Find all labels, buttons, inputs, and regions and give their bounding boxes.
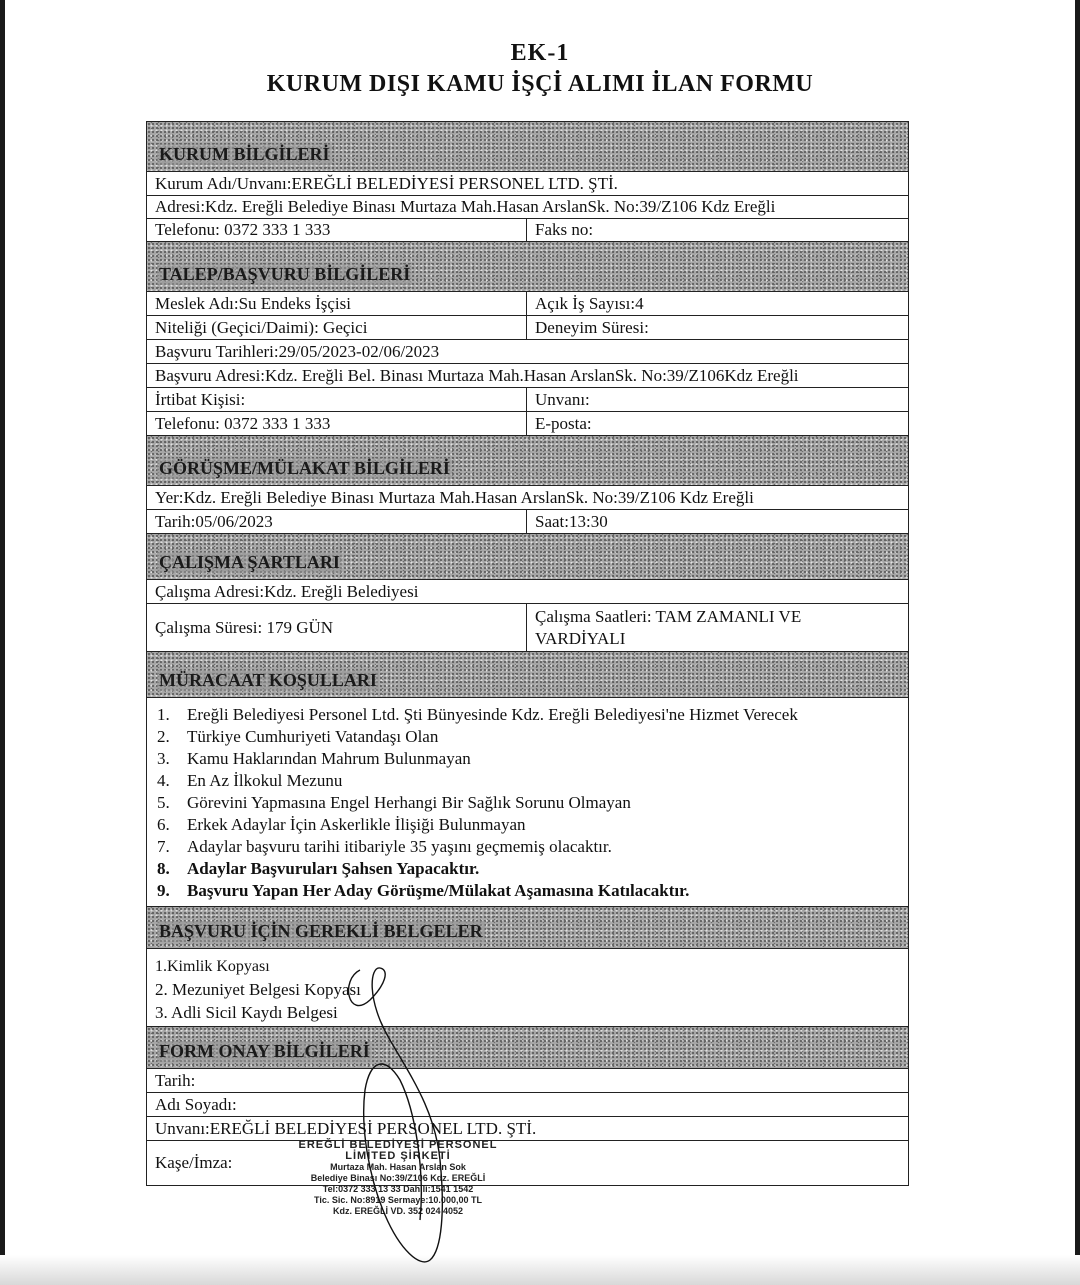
onay-kase-imza: Kaşe/İmza: bbox=[155, 1153, 233, 1172]
kurum-adi: Kurum Adı/Unvanı:EREĞLİ BELEDİYESİ PERSONEL LTD. ŞTİ. bbox=[155, 174, 618, 193]
document-title-block bbox=[0, 38, 1080, 100]
section-header-belgeler bbox=[147, 907, 908, 949]
list-text: Kamu Haklarından Mahrum Bulunmayan bbox=[187, 749, 471, 768]
gorusme-saat: Saat:13:30 bbox=[535, 512, 608, 531]
scan-left-edge bbox=[0, 0, 5, 1285]
list-item bbox=[157, 858, 908, 880]
announcement-form bbox=[146, 121, 909, 1186]
company-stamp bbox=[268, 1140, 528, 1236]
row-basvuru-tarihleri bbox=[147, 340, 908, 364]
list-text: Başvuru Yapan Her Aday Görüşme/Mülakat Aşamasına Katılacaktır. bbox=[187, 881, 690, 900]
gorusme-tarih: Tarih:05/06/2023 bbox=[147, 510, 527, 533]
row-meslek bbox=[147, 292, 908, 316]
section-header-kurum bbox=[147, 122, 908, 172]
row-kurum-telefon bbox=[147, 219, 908, 242]
list-item bbox=[157, 748, 908, 770]
stamp-line: Murtaza Mah. Hasan Arslan Sok bbox=[330, 1162, 466, 1172]
basvuru-adresi: Başvuru Adresi:Kdz. Ereğli Bel. Binası Murtaza Mah.Hasan ArslanSk. No:39/Z106Kdz Ereğli bbox=[155, 366, 799, 385]
muracaat-list bbox=[147, 698, 908, 907]
section-header-muracaat bbox=[147, 652, 908, 698]
basvuru-tarihleri: Başvuru Tarihleri:29/05/2023-02/06/2023 bbox=[155, 342, 440, 361]
list-text: Adaylar başvuru tarihi itibariyle 35 yaşını geçmemiş olacaktır. bbox=[187, 837, 612, 856]
list-text: Adaylar Başvuruları Şahsen Yapacaktır. bbox=[187, 859, 480, 878]
list-item bbox=[157, 770, 908, 792]
onay-tarih: Tarih: bbox=[155, 1071, 196, 1090]
onay-unvani: Unvanı:EREĞLİ BELEDİYESİ PERSONEL LTD. ŞTİ. bbox=[155, 1119, 537, 1138]
section-title: FORM ONAY BİLGİLERİ bbox=[159, 1041, 370, 1061]
onay-adi-soyadi: Adı Soyadı: bbox=[155, 1095, 237, 1114]
list-number: 4. bbox=[157, 771, 170, 790]
stamp-line: Belediye Binası No:39/Z106 Kdz. EREĞLİ bbox=[310, 1173, 486, 1183]
acik-is-sayisi: Açık İş Sayısı:4 bbox=[535, 294, 644, 313]
row-onay-adi-soyadi bbox=[147, 1093, 908, 1117]
row-irtibat bbox=[147, 388, 908, 412]
list-number: 1. bbox=[157, 705, 170, 724]
list-text: Görevini Yapmasına Engel Herhangi Bir Sağlık Sorunu Olmayan bbox=[187, 793, 631, 812]
list-item bbox=[157, 726, 908, 748]
list-item bbox=[157, 792, 908, 814]
section-header-talep bbox=[147, 242, 908, 292]
calisma-adresi: Çalışma Adresi:Kdz. Ereğli Belediyesi bbox=[155, 582, 419, 601]
gorusme-yer: Yer:Kdz. Ereğli Belediye Binası Murtaza Mah.Hasan ArslanSk. No:39/Z106 Kdz Ereğli bbox=[155, 488, 754, 507]
kurum-faks: Faks no: bbox=[535, 220, 594, 239]
list-number: 6. bbox=[157, 815, 170, 834]
row-talep-telefon bbox=[147, 412, 908, 436]
talep-eposta: E-posta: bbox=[535, 414, 592, 433]
section-header-onay bbox=[147, 1027, 908, 1069]
scan-bottom-shade bbox=[0, 1255, 1080, 1285]
document-title: KURUM DIŞI KAMU İŞÇİ ALIMI İLAN FORMU bbox=[266, 71, 814, 97]
section-header-gorusme bbox=[147, 436, 908, 486]
deneyim-suresi: Deneyim Süresi: bbox=[535, 318, 649, 337]
row-onay-tarih bbox=[147, 1069, 908, 1093]
list-number: 9. bbox=[157, 881, 170, 900]
list-number: 5. bbox=[157, 793, 170, 812]
list-item: 2. Mezuniyet Belgesi Kopyası bbox=[155, 980, 361, 999]
stamp-line: EREĞLİ BELEDİYESİ PERSONEL bbox=[298, 1139, 498, 1151]
section-title: TALEP/BAŞVURU BİLGİLERİ bbox=[159, 264, 411, 284]
row-gorusme-tarih bbox=[147, 510, 908, 534]
section-title: BAŞVURU İÇİN GEREKLİ BELGELER bbox=[159, 921, 483, 941]
scan-right-edge bbox=[1075, 0, 1080, 1285]
document-code: EK-1 bbox=[510, 40, 570, 66]
list-item bbox=[157, 814, 908, 836]
list-text: En Az İlkokul Mezunu bbox=[187, 771, 343, 790]
belgeler-list bbox=[147, 949, 908, 1027]
list-number: 2. bbox=[157, 727, 170, 746]
list-number: 3. bbox=[157, 749, 170, 768]
list-text: Türkiye Cumhuriyeti Vatandaşı Olan bbox=[187, 727, 439, 746]
irtibat-kisisi: İrtibat Kişisi: bbox=[147, 388, 527, 411]
kurum-telefon: Telefonu: 0372 333 1 333 bbox=[147, 219, 527, 241]
list-item bbox=[157, 880, 908, 902]
list-item bbox=[157, 704, 908, 726]
talep-telefon: Telefonu: 0372 333 1 333 bbox=[147, 412, 527, 435]
list-text: Ereğli Belediyesi Personel Ltd. Şti Bünyesinde Kdz. Ereğli Belediyesi'ne Hizmet Verecek bbox=[187, 705, 798, 724]
calisma-saatleri: Çalışma Saatleri: TAM ZAMANLI VE VARDİYALI bbox=[535, 606, 802, 648]
row-calisma-sure bbox=[147, 604, 908, 652]
row-kurum-adres bbox=[147, 196, 908, 219]
row-onay-unvani bbox=[147, 1117, 908, 1141]
section-title: ÇALIŞMA ŞARTLARI bbox=[159, 552, 340, 572]
irtibat-unvani: Unvanı: bbox=[535, 390, 590, 409]
section-title: GÖRÜŞME/MÜLAKAT BİLGİLERİ bbox=[159, 458, 450, 478]
list-item: 1.Kimlik Kopyası bbox=[155, 958, 270, 975]
list-item bbox=[157, 836, 908, 858]
stamp-line: Tel:0372 333 13 33 Dahili:1541 1542 bbox=[322, 1184, 474, 1194]
section-title: KURUM BİLGİLERİ bbox=[159, 144, 330, 164]
row-gorusme-yer bbox=[147, 486, 908, 510]
niteligi: Niteliği (Geçici/Daimi): Geçici bbox=[147, 316, 527, 339]
list-item: 3. Adli Sicil Kaydı Belgesi bbox=[155, 1003, 338, 1022]
section-header-calisma bbox=[147, 534, 908, 580]
row-nitelik bbox=[147, 316, 908, 340]
row-basvuru-adresi bbox=[147, 364, 908, 388]
stamp-line: Tic. Sic. No:8919 Sermaye:10.000,00 TL bbox=[314, 1195, 482, 1205]
meslek-adi: Meslek Adı:Su Endeks İşçisi bbox=[147, 292, 527, 315]
stamp-line: LİMİTED ŞİRKETİ bbox=[345, 1150, 451, 1162]
row-calisma-adres bbox=[147, 580, 908, 604]
list-number: 8. bbox=[157, 859, 170, 878]
stamp-line: Kdz. EREĞLİ VD. 352 024 4052 bbox=[332, 1206, 464, 1216]
section-title: MÜRACAAT KOŞULLARI bbox=[159, 670, 377, 690]
row-kurum-adi bbox=[147, 172, 908, 196]
kurum-adres: Adresi:Kdz. Ereğli Belediye Binası Murtaza Mah.Hasan ArslanSk. No:39/Z106 Kdz Ereğli bbox=[155, 197, 776, 216]
list-number: 7. bbox=[157, 837, 170, 856]
calisma-suresi: Çalışma Süresi: 179 GÜN bbox=[147, 604, 527, 651]
list-text: Erkek Adaylar İçin Askerlikle İlişiği Bulunmayan bbox=[187, 815, 526, 834]
